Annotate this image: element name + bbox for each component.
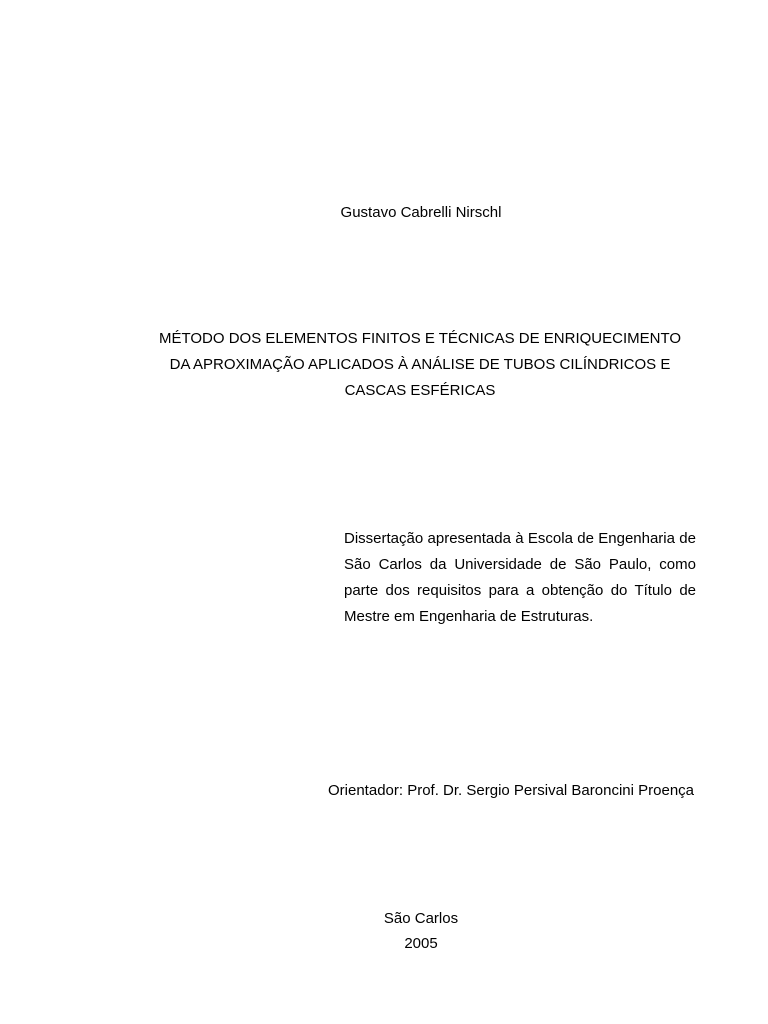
year: 2005 [404,935,438,952]
dissertation-description: Dissertação apresentada à Escola de Engenharia de São Carlos da Universidade de São Paulo, como parte dos requisitos para a obtenção do Título de Mestre em Engenharia de Estruturas. [344,530,696,625]
title-line: CASCAS ESFÉRICAS [344,382,496,399]
author-name: Gustavo Cabrelli Nirschl [340,204,502,221]
advisor-line: Orientador: Prof. Dr. Sergio Persival Baroncini Proença [328,782,694,799]
place-and-date [0,906,768,956]
title-line: DA APROXIMAÇÃO APLICADOS À ANÁLISE DE TUBOS CILÍNDRICOS E [169,356,671,373]
place: São Carlos [383,910,459,927]
document-title [140,326,700,404]
title-line: MÉTODO DOS ELEMENTOS FINITOS E TÉCNICAS DE ENRIQUECIMENTO [158,330,682,347]
